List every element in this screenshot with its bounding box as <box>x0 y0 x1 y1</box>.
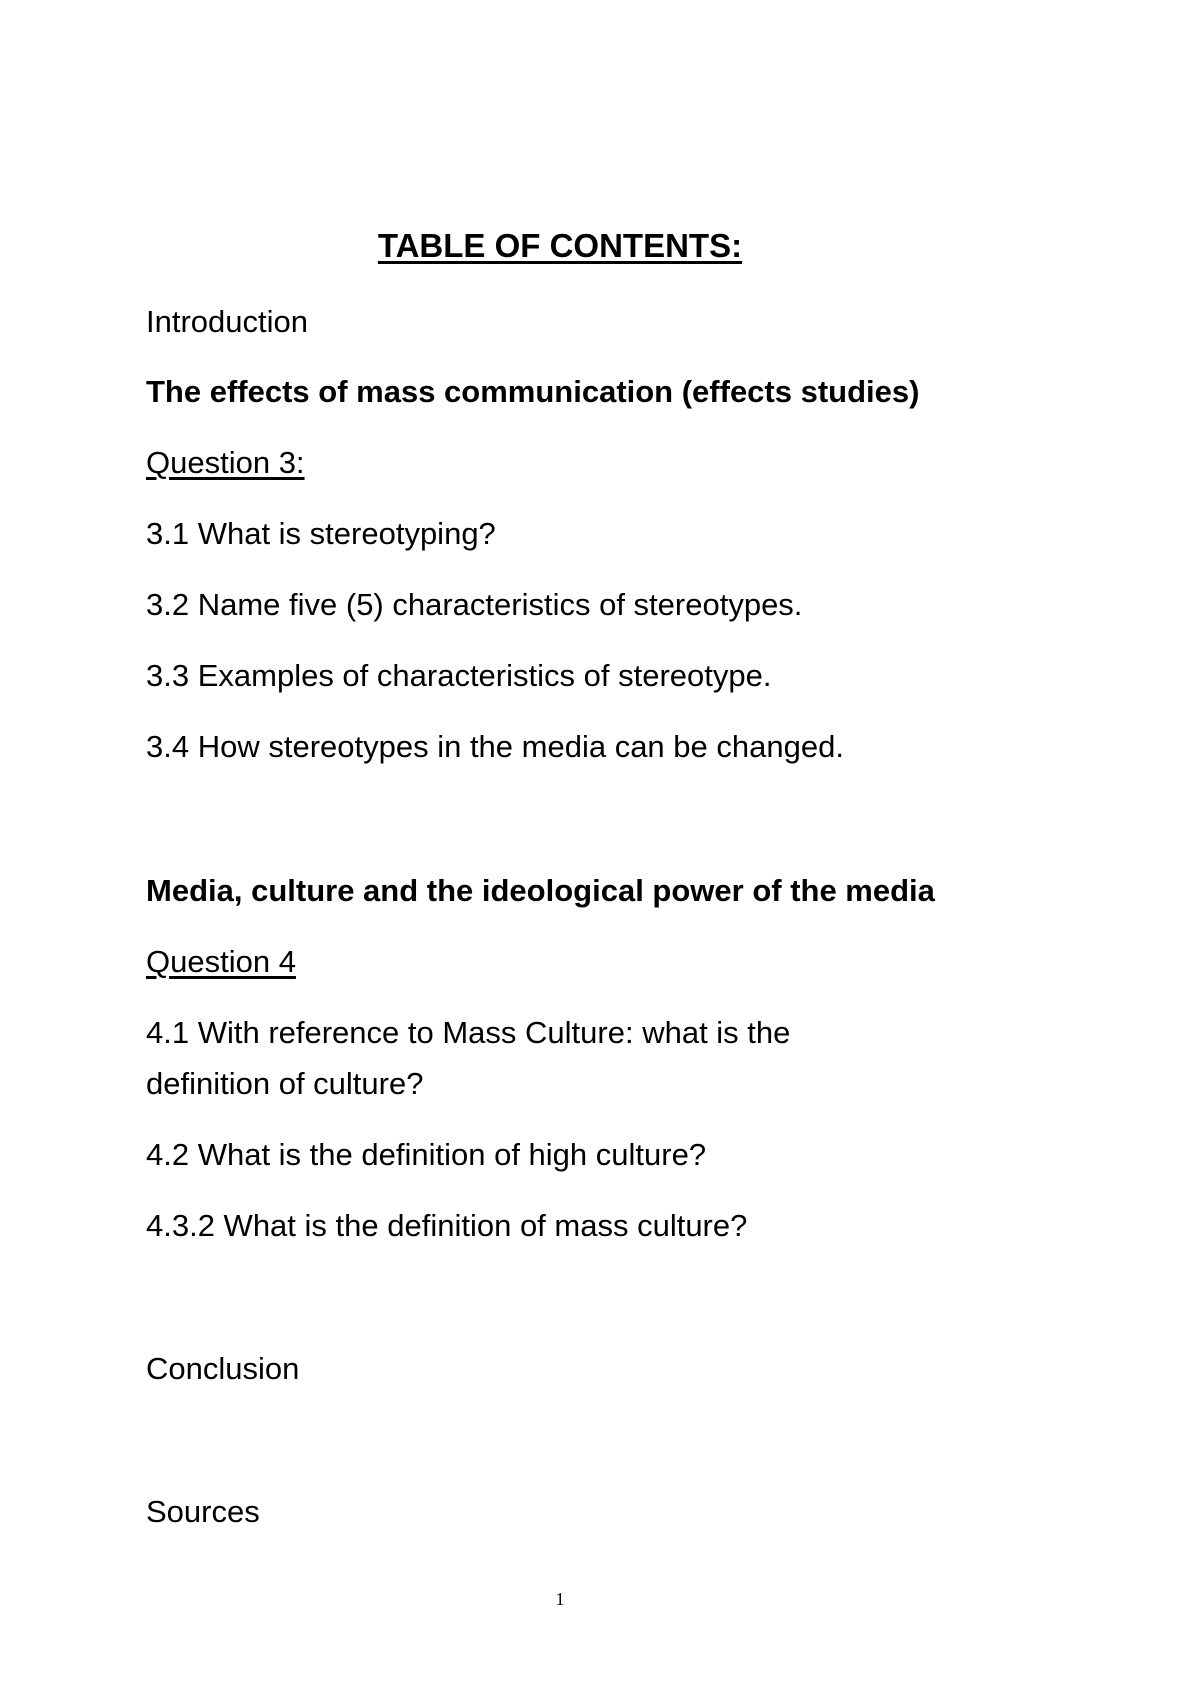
toc-item-4-1-line2: definition of culture? <box>146 1066 424 1101</box>
toc-section-effects: The effects of mass communication (effects studies) <box>146 374 920 409</box>
toc-question-4: Question 4 <box>146 944 296 979</box>
toc-entry-conclusion: Conclusion <box>146 1351 300 1386</box>
toc-item-4-3-2: 4.3.2 What is the definition of mass culture? <box>146 1208 748 1243</box>
toc-item-4-2: 4.2 What is the definition of high culture? <box>146 1137 707 1172</box>
toc-item-3-3: 3.3 Examples of characteristics of stereotype. <box>146 658 772 693</box>
toc-entry-sources: Sources <box>146 1494 260 1529</box>
toc-item-4-1-line1: 4.1 With reference to Mass Culture: what is the <box>146 1015 791 1050</box>
toc-item-3-4: 3.4 How stereotypes in the media can be changed. <box>146 729 844 764</box>
toc-title: TABLE OF CONTENTS: <box>377 227 743 264</box>
toc-section-media: Media, culture and the ideological power of the media <box>146 873 935 908</box>
toc-question-3: Question 3: <box>146 445 305 480</box>
page-number: 1 <box>555 1589 565 1609</box>
toc-item-3-1: 3.1 What is stereotyping? <box>146 516 496 551</box>
toc-item-3-2: 3.2 Name five (5) characteristics of stereotypes. <box>146 587 803 622</box>
toc-entry-introduction: Introduction <box>146 304 308 339</box>
